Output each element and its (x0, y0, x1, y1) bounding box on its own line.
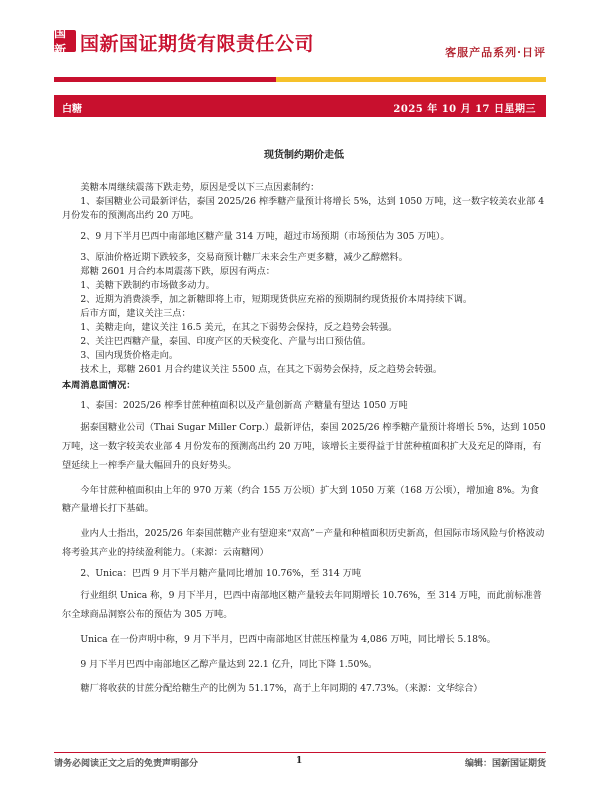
list-item: 1、泰国糖业公司最新评估，泰国 2025/26 榨季糖产量预计将增长 5%，达到 1050 万吨，这一数字较美农业部 4 月份发布的预测高出约 20 万吨。 (62, 196, 545, 222)
news-1-paragraph-3: 业内人士指出，2025/26 年泰国蔗糖产业有望迎来“双高”－产量和种植面积历史新高，但国际市场风险与价格波动将考验其产业的持续盈利能力。（来源：云南糖网） (62, 528, 545, 559)
news-1-paragraph-2: 今年甘蔗种植面积由上年的 970 万莱（约合 155 万公顷）扩大到 1050 万莱（168 万公顷），增加逾 8%。为食糖产量增长打下基础。 (62, 484, 539, 515)
report-date: 2025 年 10 月 17 日星期三 (393, 104, 536, 115)
list-item: 2、近期为消费淡季，加之新糖即将上市，短期现货供应充裕的预期制约现货报价本周持续下调。 (80, 294, 473, 306)
footer-disclaimer: 请务必阅读正文之后的免责声明部分 (54, 759, 199, 769)
outlook-intro: 后市方面，建议关注三点： (80, 308, 191, 320)
news-2-paragraph-1: 行业组织 Unica 称，9 月下半月，巴西中南部地区糖产量较去年同期增长 10.76%，至 314 万吨，而此前标准普尔全球商品洞察公布的预估为 305 万吨。 (62, 589, 542, 620)
zheng-intro: 郑糖 2601 月合约本周震荡下跌，原因有两点： (80, 266, 275, 278)
article-title: 现货制约期价走低 (264, 150, 344, 161)
list-item: 1、美糖走向，建议关注 16.5 美元，在其之下弱势会保持，反之趋势会转强。 (80, 322, 398, 334)
product-series: 客服产品系列·日评 (445, 46, 546, 59)
list-item: 2、9 月下半月巴西中南部地区糖产量 314 万吨，超过市场预期（市场预估为 305 万吨）。 (80, 231, 450, 243)
list-item: 3、原油价格近期下跌较多，交易商预计糖厂未来会生产更多糖，减少乙醇燃料。 (80, 252, 408, 264)
company-name: 国新国证期货有限责任公司 (80, 33, 315, 55)
intro-paragraph: 美糖本周继续震荡下跌走势，原因是受以下三点因素制约： (80, 182, 320, 194)
news-1-paragraph-1: 据泰国糖业公司（Thai Sugar Miller Corp.）最新评估，泰国 2025/26 榨季糖产量预计将增长 5%，达到 1050 万吨，这一数字较美农业部 4 月份发布的预测高出约 20 万吨，该增长主要得益于甘蔗种植面积扩大及充足的降雨，有望延续上一榨季产量大幅回升的良好势头。 (62, 421, 546, 471)
news-2-paragraph-2: Unica 在一份声明中称，9 月下半月，巴西中南部地区甘蔗压榨量为 4,086 万吨，同比增长 5.18%。 (80, 633, 496, 645)
page-number: 1 (296, 756, 303, 766)
footer-divider (54, 752, 546, 753)
news-heading: 本周消息面情况： (62, 379, 136, 391)
zheng-reasons-list (62, 279, 546, 307)
news-2-title: 2、Unica：巴西 9 月下半月糖产量同比增加 10.76%，至 314 万吨 (80, 567, 362, 579)
list-item: 1、美糖下跌制约市场做多动力。 (80, 280, 215, 292)
news-1-title: 1、泰国：2025/26 榨季甘蔗种植面积以及产量创新高 产糖量有望达 1050 万吨 (80, 399, 408, 411)
category-label: 白糖 (62, 104, 82, 115)
news-2-paragraph-4: 糖厂将收获的甘蔗分配给糖生产的比例为 51.17%，高于上年同期的 47.73%。（来源：文华综合） (80, 683, 483, 695)
report-header (0, 0, 600, 100)
technical-paragraph: 技术上，郑糖 2601 月合约建议关注 5500 点，在其之下弱势会保持，反之趋势会转强。 (80, 364, 443, 375)
company-logo-icon: 国新 (54, 30, 76, 52)
article-body (62, 148, 546, 699)
list-item: 3、国内现货价格走向。 (80, 350, 179, 362)
news-2-paragraph-3: 9 月下半月巴西中南部地区乙醇产量达到 22.1 亿升，同比下降 1.50%。 (80, 658, 378, 670)
header-gold-bar (276, 77, 546, 82)
footer-editor: 编辑：国新国证期货 (464, 759, 546, 769)
category-band (54, 95, 546, 117)
us-reasons-list (62, 195, 546, 265)
outlook-list (62, 321, 546, 363)
list-item: 2、关注巴西糖产量，泰国、印度产区的天候变化、产量与出口预估值。 (80, 336, 372, 348)
